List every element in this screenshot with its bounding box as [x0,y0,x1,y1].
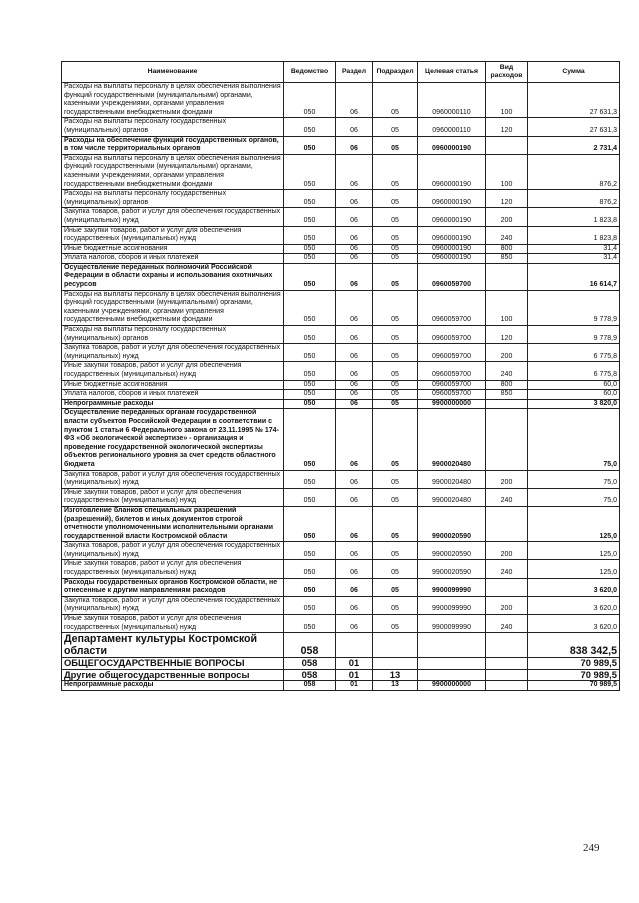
row-target: 9900099990 [418,615,486,633]
row-exptype [486,506,528,541]
row-section: 06 [336,409,373,470]
table-row [62,615,620,633]
table-row [62,409,620,470]
row-subsection: 05 [373,362,418,380]
row-name: ОБЩЕГОСУДАРСТВЕННЫЕ ВОПРОСЫ [62,658,284,670]
row-sum: 125,0 [528,506,620,541]
table-header [62,62,620,83]
row-target: 9900020480 [418,409,486,470]
row-name: Осуществление переданных органам государственной власти субъектов Российской Федерации в соответствии с пунктом 1 статьи 6 Федерального закона от 23.11.1995 № 174-ФЗ «Об экологической экспертизе» - организация и проведение государственной экологической экспертизы объектов регионального уровня за счет средств областного бюджета [62,409,284,470]
row-sum: 3 820,0 [528,399,620,409]
row-name: Непрограммные расходы [62,681,284,691]
row-section: 06 [336,488,373,506]
row-sum: 1 823,8 [528,226,620,244]
row-target: 0960000190 [418,190,486,208]
row-dept: 050 [284,118,336,136]
row-section: 06 [336,506,373,541]
row-target: 0960059700 [418,263,486,290]
row-name: Расходы на выплаты персоналу государственных (муниципальных) органов [62,190,284,208]
row-target: 0960059700 [418,290,486,325]
table-row [62,208,620,226]
row-sum: 6 775,8 [528,344,620,362]
row-dept: 050 [284,560,336,578]
row-subsection: 05 [373,390,418,400]
header-sum: Сумма [528,62,620,83]
table-row [62,596,620,614]
row-dept: 050 [284,83,336,118]
table-row [62,658,620,670]
table-row [62,154,620,189]
row-exptype [486,399,528,409]
row-section: 06 [336,263,373,290]
row-exptype: 850 [486,390,528,400]
row-sum: 60,0 [528,390,620,400]
row-sum: 876,2 [528,154,620,189]
row-subsection: 05 [373,208,418,226]
table-row [62,362,620,380]
row-name: Иные бюджетные ассигнования [62,244,284,254]
header-dept: Ведомство [284,62,336,83]
table-row [62,470,620,488]
row-subsection: 13 [373,669,418,681]
row-dept: 050 [284,399,336,409]
row-exptype: 240 [486,488,528,506]
row-name: Изготовление бланков специальных разрешений (разрешений), билетов и иных документов строгой отчетности уполномоченными исполнительными органами государственной власти Костромской области [62,506,284,541]
row-section: 06 [336,290,373,325]
table-row [62,254,620,264]
row-dept: 050 [284,226,336,244]
row-section: 06 [336,380,373,390]
row-name: Иные закупки товаров, работ и услуг для обеспечения государственных (муниципальных) нужд [62,226,284,244]
header-section: Раздел [336,62,373,83]
row-subsection: 05 [373,344,418,362]
table-row [62,633,620,658]
table-row [62,560,620,578]
row-name: Департамент культуры Костромской области [62,633,284,658]
row-name: Уплата налогов, сборов и иных платежей [62,254,284,264]
row-dept: 058 [284,633,336,658]
row-section: 01 [336,658,373,670]
row-name: Иные бюджетные ассигнования [62,380,284,390]
row-sum: 125,0 [528,542,620,560]
row-target: 0960000190 [418,154,486,189]
row-dept: 050 [284,254,336,264]
row-subsection: 05 [373,136,418,154]
row-dept: 050 [284,244,336,254]
row-dept: 050 [284,263,336,290]
row-target: 9900020590 [418,506,486,541]
row-name: Уплата налогов, сборов и иных платежей [62,390,284,400]
row-target: 0960000190 [418,226,486,244]
row-exptype [486,263,528,290]
row-subsection: 05 [373,409,418,470]
row-subsection: 13 [373,681,418,691]
row-subsection: 05 [373,596,418,614]
row-section: 06 [336,362,373,380]
row-section: 06 [336,190,373,208]
table-row [62,399,620,409]
row-exptype: 120 [486,190,528,208]
row-target: 9900099990 [418,578,486,596]
row-subsection: 05 [373,488,418,506]
row-subsection: 05 [373,190,418,208]
row-exptype: 100 [486,83,528,118]
row-name: Закупка товаров, работ и услуг для обеспечения государственных (муниципальных) нужд [62,470,284,488]
table-row [62,380,620,390]
table-row [62,326,620,344]
row-name: Расходы на выплаты персоналу в целях обеспечения выполнения функций государственными (муниципальными) органами, казенными учреждениями, органами управления государственными внебюджетными фондами [62,290,284,325]
row-sum: 3 620,0 [528,615,620,633]
table-row [62,390,620,400]
row-sum: 31,4 [528,254,620,264]
row-exptype: 800 [486,244,528,254]
row-exptype [486,409,528,470]
row-target: 0960000190 [418,208,486,226]
row-sum: 27 631,3 [528,118,620,136]
row-target: 9900000000 [418,681,486,691]
row-target: 0960000110 [418,118,486,136]
row-subsection: 05 [373,83,418,118]
row-name: Иные закупки товаров, работ и услуг для обеспечения государственных (муниципальных) нужд [62,560,284,578]
header-target: Целевая статья [418,62,486,83]
row-dept: 050 [284,380,336,390]
row-exptype [486,633,528,658]
row-subsection: 05 [373,226,418,244]
row-subsection: 05 [373,542,418,560]
row-subsection: 05 [373,254,418,264]
row-sum: 70 989,5 [528,681,620,691]
row-target: 0960000190 [418,244,486,254]
row-section: 06 [336,326,373,344]
row-dept: 050 [284,362,336,380]
row-name: Расходы на выплаты персоналу в целях обеспечения выполнения функций государственными (муниципальными) органами, казенными учреждениями, органами управления государственными внебюджетными фондами [62,83,284,118]
row-subsection: 05 [373,615,418,633]
row-target [418,633,486,658]
row-exptype: 240 [486,615,528,633]
row-subsection: 05 [373,578,418,596]
row-subsection [373,658,418,670]
row-section: 01 [336,669,373,681]
row-section: 06 [336,154,373,189]
row-target: 0960059700 [418,390,486,400]
row-exptype: 120 [486,118,528,136]
row-dept: 050 [284,488,336,506]
row-dept: 050 [284,542,336,560]
row-target: 0960000190 [418,136,486,154]
row-section: 06 [336,226,373,244]
row-target: 9900099990 [418,596,486,614]
row-section: 06 [336,560,373,578]
row-sum: 75,0 [528,488,620,506]
row-dept: 058 [284,669,336,681]
row-name: Расходы на выплаты персоналу государственных (муниципальных) органов [62,326,284,344]
row-target: 0960059700 [418,344,486,362]
row-sum: 1 823,8 [528,208,620,226]
header-subsection: Подраздел [373,62,418,83]
row-sum: 16 614,7 [528,263,620,290]
row-section: 06 [336,390,373,400]
page-number: 249 [583,842,600,854]
row-dept: 050 [284,344,336,362]
row-exptype [486,681,528,691]
row-subsection: 05 [373,470,418,488]
row-section [336,633,373,658]
row-sum: 125,0 [528,560,620,578]
row-subsection: 05 [373,154,418,189]
row-name: Иные закупки товаров, работ и услуг для обеспечения государственных (муниципальных) нужд [62,488,284,506]
header-exptype: Вид расходов [486,62,528,83]
row-name: Расходы государственных органов Костромской области, не отнесенные к другим направлениям расходов [62,578,284,596]
row-subsection: 05 [373,506,418,541]
row-sum: 876,2 [528,190,620,208]
row-name: Расходы на обеспечение функций государственных органов, в том числе территориальных органов [62,136,284,154]
row-exptype: 120 [486,326,528,344]
row-exptype: 100 [486,290,528,325]
table-row [62,542,620,560]
row-dept: 050 [284,615,336,633]
row-target: 9900000000 [418,399,486,409]
table-row [62,669,620,681]
row-name: Закупка товаров, работ и услуг для обеспечения государственных (муниципальных) нужд [62,344,284,362]
row-sum: 75,0 [528,470,620,488]
row-dept: 050 [284,506,336,541]
row-dept: 050 [284,190,336,208]
row-exptype: 800 [486,380,528,390]
row-section: 06 [336,244,373,254]
row-dept: 050 [284,578,336,596]
table-row [62,190,620,208]
row-sum: 838 342,5 [528,633,620,658]
table-row [62,290,620,325]
row-subsection: 05 [373,290,418,325]
row-exptype: 200 [486,344,528,362]
row-subsection: 05 [373,263,418,290]
table-row [62,488,620,506]
row-section: 06 [336,208,373,226]
row-sum: 31,4 [528,244,620,254]
row-target: 9900020590 [418,560,486,578]
row-section: 06 [336,83,373,118]
row-name: Непрограммные расходы [62,399,284,409]
row-section: 06 [336,118,373,136]
table-row [62,244,620,254]
row-target: 9900020480 [418,488,486,506]
row-dept: 050 [284,290,336,325]
row-exptype: 850 [486,254,528,264]
row-section: 06 [336,615,373,633]
row-sum: 2 731,4 [528,136,620,154]
row-exptype: 100 [486,154,528,189]
row-exptype [486,136,528,154]
row-section: 06 [336,596,373,614]
row-sum: 3 620,0 [528,578,620,596]
row-sum: 70 989,5 [528,658,620,670]
row-exptype: 240 [486,226,528,244]
row-target: 0960059700 [418,380,486,390]
row-exptype [486,578,528,596]
row-exptype: 240 [486,560,528,578]
row-subsection: 05 [373,380,418,390]
row-target: 0960000110 [418,83,486,118]
row-section: 06 [336,399,373,409]
row-subsection: 05 [373,560,418,578]
table-row [62,506,620,541]
row-dept: 050 [284,409,336,470]
row-subsection: 05 [373,118,418,136]
row-subsection: 05 [373,399,418,409]
table-row [62,344,620,362]
row-exptype: 200 [486,208,528,226]
table-row [62,578,620,596]
row-section: 06 [336,470,373,488]
table-body [62,83,620,691]
row-section: 06 [336,136,373,154]
row-exptype: 240 [486,362,528,380]
row-target [418,658,486,670]
row-target: 0960059700 [418,326,486,344]
row-dept: 050 [284,208,336,226]
row-name: Закупка товаров, работ и услуг для обеспечения государственных (муниципальных) нужд [62,596,284,614]
row-name: Закупка товаров, работ и услуг для обеспечения государственных (муниципальных) нужд [62,542,284,560]
row-exptype: 200 [486,596,528,614]
row-exptype: 200 [486,470,528,488]
row-dept: 050 [284,390,336,400]
budget-table [61,61,620,691]
row-section: 06 [336,254,373,264]
row-sum: 75,0 [528,409,620,470]
row-sum: 9 778,9 [528,290,620,325]
table-row [62,226,620,244]
row-exptype [486,658,528,670]
row-section: 06 [336,344,373,362]
row-name: Иные закупки товаров, работ и услуг для обеспечения государственных (муниципальных) нужд [62,362,284,380]
row-name: Осуществление переданных полномочий Российской Федерации в области охраны и использования охотничьих ресурсов [62,263,284,290]
row-name: Расходы на выплаты персоналу государственных (муниципальных) органов [62,118,284,136]
row-target: 0960000190 [418,254,486,264]
row-subsection: 05 [373,326,418,344]
row-dept: 058 [284,658,336,670]
row-section: 06 [336,542,373,560]
row-sum: 27 631,3 [528,83,620,118]
row-dept: 050 [284,326,336,344]
row-sum: 6 775,8 [528,362,620,380]
row-name: Закупка товаров, работ и услуг для обеспечения государственных (муниципальных) нужд [62,208,284,226]
row-subsection: 05 [373,244,418,254]
row-sum: 70 989,5 [528,669,620,681]
row-dept: 050 [284,154,336,189]
table-row [62,83,620,118]
header-name: Наименование [62,62,284,83]
row-target: 9900020480 [418,470,486,488]
table-row [62,681,620,691]
row-subsection [373,633,418,658]
row-dept: 058 [284,681,336,691]
row-name: Иные закупки товаров, работ и услуг для обеспечения государственных (муниципальных) нужд [62,615,284,633]
row-dept: 050 [284,470,336,488]
row-target: 9900020590 [418,542,486,560]
row-target: 0960059700 [418,362,486,380]
row-name: Расходы на выплаты персоналу в целях обеспечения выполнения функций государственными (муниципальными) органами, казенными учреждениями, органами управления государственными внебюджетными фондами [62,154,284,189]
row-target [418,669,486,681]
table-row [62,136,620,154]
row-dept: 050 [284,596,336,614]
row-sum: 3 620,0 [528,596,620,614]
row-exptype [486,669,528,681]
row-sum: 9 778,9 [528,326,620,344]
row-name: Другие общегосударственные вопросы [62,669,284,681]
table-row [62,263,620,290]
table-row [62,118,620,136]
row-exptype: 200 [486,542,528,560]
row-section: 01 [336,681,373,691]
row-sum: 60,0 [528,380,620,390]
row-section: 06 [336,578,373,596]
row-dept: 050 [284,136,336,154]
